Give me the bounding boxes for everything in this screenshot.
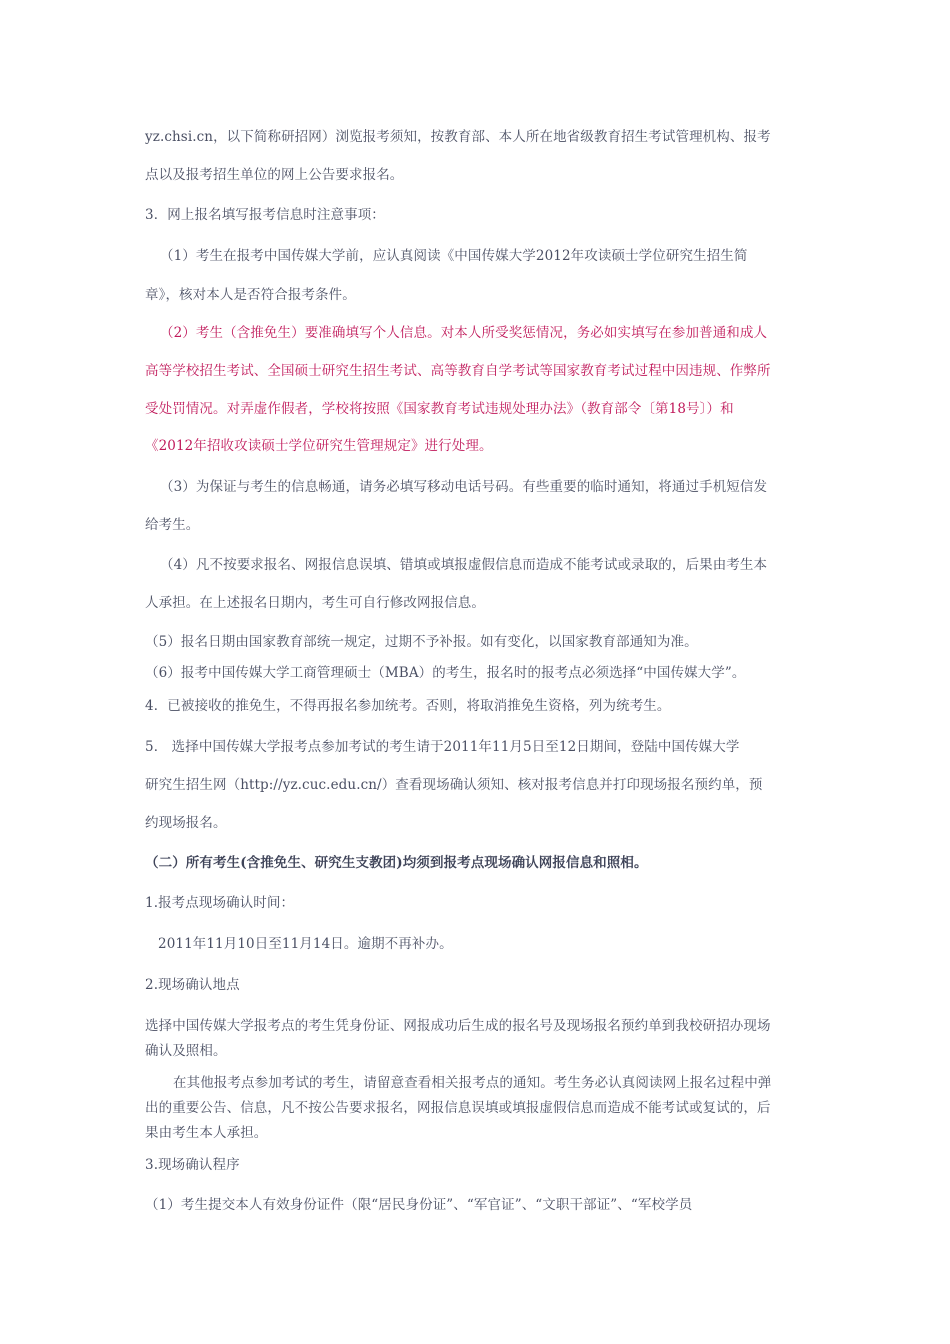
highlight-line: （2）考生（含推免生）要准确填写个人信息。对本人所受奖惩情况，务必如实填写在参加普通和成人: [160, 325, 768, 341]
text-line: yz.chsi.cn，以下简称研招网）浏览报考须知，按教育部、本人所在地省级教育招生考试管理机构、报考: [145, 129, 771, 145]
text-line: 研究生招生网（http://yz.cuc.edu.cn/）查看现场确认须知、核对报考信息并打印现场报名预约单，预: [145, 777, 763, 793]
text-line: 4．已被接收的推免生，不得再报名参加统考。否则，将取消推免生资格，列为统考生。: [145, 698, 671, 714]
text-line: 1.报考点现场确认时间：: [145, 895, 295, 911]
text-line: 章》，核对本人是否符合报考条件。: [145, 287, 356, 303]
text-line: （5）报名日期由国家教育部统一规定，过期不予补报。如有变化，以国家教育部通知为准。: [145, 634, 698, 650]
text-line: （6）报考中国传媒大学工商管理硕士（MBA）的考生，报名时的报考点必须选择“中国传媒大学”。: [145, 665, 746, 681]
text-line: 选择中国传媒大学报考点的考生凭身份证、网报成功后生成的报名号及现场报名预约单到我校研招办现场: [145, 1018, 771, 1034]
text-line: （1）考生提交本人有效身份证件（限“居民身份证”、“军官证”、“文职干部证”、“军校学员: [145, 1197, 693, 1213]
highlight-line: 《2012年招收攻读硕士学位研究生管理规定》进行处理。: [145, 438, 493, 454]
text-line: 2.现场确认地点: [145, 977, 240, 993]
text-line: 出的重要公告、信息，凡不按公告要求报名，网报信息误填或填报虚假信息而造成不能考试或复试的，后: [145, 1100, 771, 1116]
text-line: 2011年11月10日至11月14日。逾期不再补办。: [158, 936, 453, 952]
text-line: 3．网上报名填写报考信息时注意事项：: [145, 207, 385, 223]
highlight-line: 高等学校招生考试、全国硕士研究生招生考试、高等教育自学考试等国家教育考试过程中因违规、作弊所: [145, 363, 771, 379]
text-line: 在其他报考点参加考试的考生，请留意查看相关报考点的通知。考生务必认真阅读网上报名过程中弹: [173, 1075, 772, 1091]
text-line: 约现场报名。: [145, 815, 227, 831]
text-line: 给考生。: [145, 517, 200, 533]
text-line: 人承担。在上述报名日期内，考生可自行修改网报信息。: [145, 595, 485, 611]
text-line: 果由考生本人承担。: [145, 1125, 268, 1141]
highlight-line: 受处罚情况。对弄虚作假者，学校将按照《国家教育考试违规处理办法》（教育部令〔第18号〕）和: [145, 401, 734, 417]
text-line: （3）为保证与考生的信息畅通，请务必填写移动电话号码。有些重要的临时通知，将通过手机短信发: [160, 479, 768, 495]
text-line: （4）凡不按要求报名、网报信息误填、错填或填报虚假信息而造成不能考试或录取的，后果由考生本: [160, 557, 768, 573]
text-line: 5． 选择中国传媒大学报考点参加考试的考生请于2011年11月5日至12日期间，登陆中国传媒大学: [145, 739, 740, 755]
text-line: 点以及报考招生单位的网上公告要求报名。: [145, 167, 404, 183]
section-heading: （二）所有考生(含推免生、研究生支教团)均须到报考点现场确认网报信息和照相。: [145, 855, 648, 871]
text-line: 确认及照相。: [145, 1043, 227, 1059]
text-line: 3.现场确认程序: [145, 1157, 240, 1173]
text-line: （1）考生在报考中国传媒大学前，应认真阅读《中国传媒大学2012年攻读硕士学位研究生招生简: [160, 248, 748, 264]
